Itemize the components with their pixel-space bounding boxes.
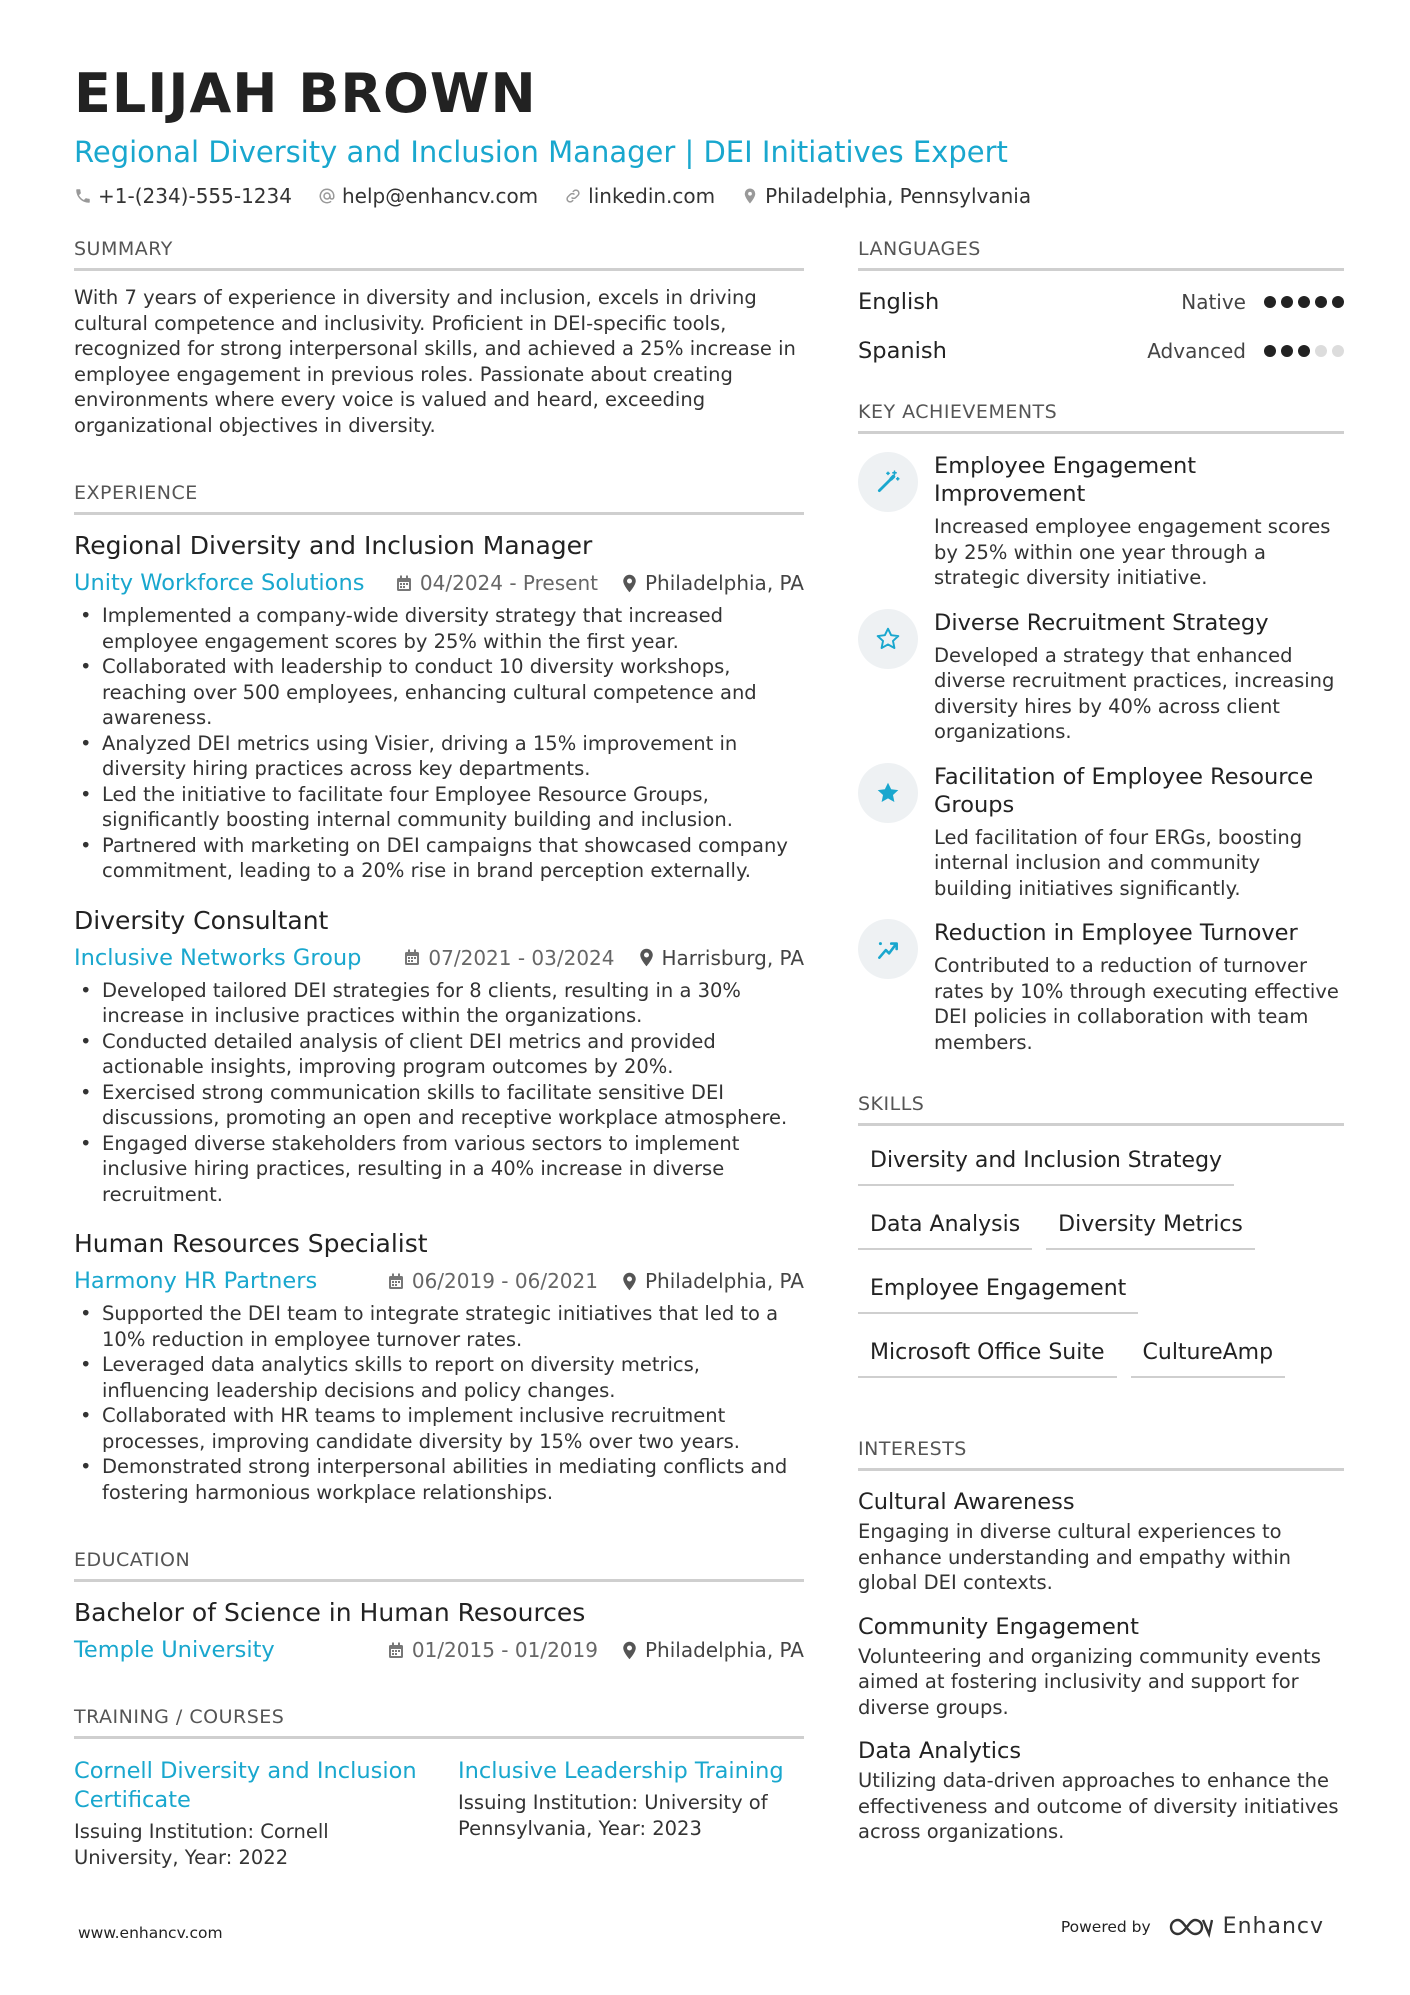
powered-by-text: Powered by (1060, 1917, 1151, 1936)
location-pin-icon (622, 574, 637, 593)
skills-heading: SKILLS (858, 1089, 1344, 1126)
languages-heading: LANGUAGES (858, 234, 1344, 271)
footer-website[interactable]: www.enhancv.com (78, 1924, 223, 1942)
star-filled-icon (858, 763, 918, 823)
experience-item (74, 529, 804, 884)
phone-icon (74, 187, 92, 205)
skill-tag: Diversity Metrics (1046, 1206, 1255, 1250)
summary-text: With 7 years of experience in diversity and inclusion, excels in driving cultural competence and inclusivity. Proficient in DEI-specific tools, recognized for strong interpersonal skills, and achieved a 25% increase in employee engagement in previous roles. Passionate about creating environments where every voice is valued and heard, exceeding organizational objectives in diversity. (74, 286, 796, 437)
proficiency-dot-empty (1332, 345, 1344, 357)
course-title: Inclusive Leadership Training (458, 1758, 784, 1784)
job-bullet: • Implemented a company-wide diversity strategy that increased employee engagement scores by 25% within the first year. (74, 603, 804, 654)
job-location (622, 571, 804, 595)
interest-desc: Engaging in diverse cultural experiences to enhance understanding and empathy within global DEI contexts. (858, 1520, 1291, 1594)
candidate-name: ELIJAH BROWN (74, 62, 537, 125)
job-dates (388, 1269, 598, 1293)
job-location (639, 946, 804, 970)
link-icon (564, 187, 582, 205)
location-text: Philadelphia, Pennsylvania (765, 184, 1032, 208)
achievement-body (934, 452, 1344, 591)
interest-item (858, 1487, 1344, 1596)
contact-location (741, 184, 1031, 208)
training-heading: TRAINING / COURSES (74, 1702, 804, 1739)
proficiency-dot-filled (1281, 296, 1293, 308)
star-outline-icon (858, 609, 918, 669)
job-bullets (74, 978, 804, 1208)
education-location (622, 1638, 804, 1662)
job-bullet: • Supported the DEI team to integrate strategic initiatives that led to a 10% reduction in employee turnover rates. (74, 1301, 804, 1352)
education-location-text: Philadelphia, PA (644, 1638, 804, 1662)
course-item (74, 1757, 420, 1870)
achievement-title: Facilitation of Employee Resource Groups (934, 763, 1314, 818)
summary-heading: SUMMARY (74, 234, 804, 271)
job-location-text: Philadelphia, PA (644, 571, 804, 595)
job-meta (74, 567, 804, 599)
right-column (858, 234, 1344, 1845)
candidate-headline: Regional Diversity and Inclusion Manager | DEI Initiatives Expert (74, 135, 1008, 169)
job-location-text: Harrisburg, PA (661, 945, 804, 970)
language-level: Native (1181, 289, 1246, 314)
proficiency-dot-filled (1264, 296, 1276, 308)
linkedin-text: linkedin.com (588, 184, 716, 208)
left-column (74, 234, 804, 1870)
company-name: Unity Workforce Solutions (74, 570, 365, 596)
job-bullet: • Partnered with marketing on DEI campaigns that showcased company commitment, leading to a 20% rise in brand perception externally. (74, 833, 804, 884)
company-name: Harmony HR Partners (74, 1268, 318, 1294)
achievement-item (858, 609, 1344, 745)
contact-email[interactable] (318, 184, 538, 208)
brand-text: Enhancv (1222, 1914, 1324, 1939)
school-name: Temple University (74, 1637, 275, 1663)
skill-tag: Diversity and Inclusion Strategy (858, 1142, 1234, 1186)
language-name: Spanish (858, 337, 947, 364)
experience-item (74, 904, 804, 1208)
achievement-title: Diverse Recruitment Strategy (934, 609, 1269, 636)
achievement-desc: Led facilitation of four ERGs, boosting internal inclusion and community building initiatives significantly. (934, 825, 1303, 900)
course-item (458, 1757, 804, 1870)
company-name: Inclusive Networks Group (74, 944, 362, 971)
job-bullet: • Exercised strong communication skills to facilitate sensitive DEI discussions, promoting an open and receptive workplace atmosphere. (74, 1080, 804, 1131)
job-bullet: • Analyzed DEI metrics using Visier, driving a 15% improvement in diversity hiring practices across key departments. (74, 731, 804, 782)
proficiency-dot-filled (1298, 296, 1310, 308)
interest-title: Community Engagement (858, 1613, 1139, 1640)
contact-linkedin[interactable] (564, 184, 715, 208)
proficiency-dot-empty (1315, 345, 1327, 357)
job-dates-text: 07/2021 - 03/2024 (428, 945, 615, 970)
education-dates-text: 01/2015 - 01/2019 (411, 1638, 598, 1662)
job-bullet: • Developed tailored DEI strategies for 8 clients, resulting in a 30% increase in inclusive practices within the organizations. (74, 978, 804, 1029)
achievement-desc: Contributed to a reduction of turnover rates by 10% through executing effective DEI policies in collaboration with team members. (934, 954, 1339, 1054)
enhancv-logo[interactable] (1167, 1914, 1324, 1939)
achievement-item (858, 763, 1344, 902)
proficiency-dot-filled (1298, 345, 1310, 357)
magic-wand-icon (858, 452, 918, 512)
achievement-body (934, 609, 1344, 745)
resume-header (74, 60, 1344, 208)
job-bullet: • Engaged diverse stakeholders from various sectors to implement inclusive hiring practices, resulting in a 40% increase in diverse recruitment. (74, 1131, 804, 1208)
interest-title: Data Analytics (858, 1738, 1022, 1764)
achievement-body (934, 919, 1344, 1055)
proficiency-dot-filled (1264, 345, 1276, 357)
job-bullet: • Leveraged data analytics skills to report on diversity metrics, influencing leadership decisions and policy changes. (74, 1352, 804, 1403)
achievement-item (858, 919, 1344, 1055)
education-item (74, 1596, 804, 1666)
skill-tag: Microsoft Office Suite (858, 1334, 1117, 1378)
job-meta-right (388, 1269, 804, 1293)
language-proficiency (1147, 339, 1344, 363)
job-dates (396, 571, 598, 595)
achievement-desc: Increased employee engagement scores by 25% within one year through a strategic diversity initiative. (934, 515, 1331, 589)
contact-bar (74, 184, 1344, 208)
proficiency-dot-filled (1332, 296, 1344, 308)
language-item (858, 326, 1344, 375)
proficiency-dots (1264, 345, 1344, 357)
achievement-title: Reduction in Employee Turnover (934, 920, 1298, 946)
at-sign-icon (318, 187, 336, 205)
job-dates-text: 06/2019 - 06/2021 (411, 1269, 598, 1293)
interest-title: Cultural Awareness (858, 1489, 1075, 1515)
job-location (622, 1269, 804, 1293)
location-pin-icon (622, 1272, 637, 1291)
language-proficiency (1181, 290, 1344, 314)
job-dates-text: 04/2024 - Present (419, 571, 598, 595)
job-title: Regional Diversity and Inclusion Manager (74, 531, 593, 560)
education-heading: EDUCATION (74, 1545, 804, 1582)
interest-desc: Utilizing data-driven approaches to enhance the effectiveness and outcome of diversity initiatives across organizations. (858, 1769, 1339, 1843)
job-meta (74, 942, 804, 974)
contact-phone[interactable] (74, 184, 292, 208)
courses-list (74, 1757, 804, 1870)
job-bullet: • Collaborated with leadership to conduct 10 diversity workshops, reaching over 500 employees, enhancing cultural competence and awareness. (74, 654, 804, 731)
job-bullet: • Collaborated with HR teams to implement inclusive recruitment processes, improving candidate diversity by 15% over two years. (74, 1403, 804, 1454)
phone-text: +1-(234)-555-1234 (98, 184, 292, 208)
location-pin-icon (741, 187, 759, 205)
skill-tag: Employee Engagement (858, 1270, 1138, 1314)
interests-heading: INTERESTS (858, 1434, 1344, 1471)
interest-desc: Volunteering and organizing community events aimed at fostering inclusivity and support for diverse groups. (858, 1644, 1321, 1719)
experience-heading: EXPERIENCE (74, 478, 804, 515)
degree-title: Bachelor of Science in Human Resources (74, 1598, 586, 1627)
language-level: Advanced (1147, 338, 1246, 363)
calendar-icon (396, 575, 412, 592)
job-bullets (74, 603, 804, 884)
job-meta (74, 1265, 804, 1297)
job-bullets (74, 1301, 804, 1505)
achievement-desc: Developed a strategy that enhanced diverse recruitment practices, increasing diversity hires by 40% across client organizations. (934, 643, 1335, 743)
education-dates (388, 1638, 598, 1662)
job-meta-right (396, 571, 804, 595)
enhancv-logo-icon (1167, 1915, 1213, 1939)
calendar-icon (388, 1273, 404, 1290)
job-meta-right (404, 946, 804, 970)
achievement-item (858, 452, 1344, 591)
skill-tag: Data Analysis (858, 1206, 1032, 1250)
achievement-title: Employee Engagement Improvement (934, 453, 1197, 507)
achievement-body (934, 763, 1344, 902)
proficiency-dots (1264, 296, 1344, 308)
location-pin-icon (622, 1641, 637, 1660)
skills-list (858, 1142, 1344, 1398)
job-location-text: Philadelphia, PA (644, 1269, 804, 1293)
course-desc: Issuing Institution: University of Pennsylvania, Year: 2023 (458, 1791, 768, 1840)
experience-item (74, 1227, 804, 1505)
calendar-icon (388, 1642, 404, 1659)
job-bullet: • Conducted detailed analysis of client DEI metrics and provided actionable insights, improving program outcomes by 20%. (74, 1029, 804, 1080)
job-bullet: • Led the initiative to facilitate four Employee Resource Groups, significantly boosting internal community building and inclusion. (74, 782, 804, 833)
footer-branding (1061, 1914, 1324, 1939)
interest-item (858, 1612, 1344, 1721)
course-title: Cornell Diversity and Inclusion Certificate (74, 1758, 417, 1813)
education-meta-right (388, 1638, 804, 1662)
job-title: Diversity Consultant (74, 905, 329, 935)
skill-tag: CultureAmp (1131, 1334, 1286, 1378)
language-name: English (858, 288, 940, 315)
languages-list (858, 277, 1344, 375)
course-desc: Issuing Institution: Cornell University, Year: 2022 (74, 1820, 329, 1869)
education-meta (74, 1634, 804, 1666)
achievements-heading: KEY ACHIEVEMENTS (858, 397, 1344, 434)
job-title: Human Resources Specialist (74, 1229, 428, 1258)
interest-item (858, 1736, 1344, 1845)
email-text: help@enhancv.com (341, 184, 539, 208)
proficiency-dot-filled (1315, 296, 1327, 308)
trend-arrow-icon (858, 919, 918, 979)
proficiency-dot-filled (1281, 345, 1293, 357)
job-dates (404, 946, 614, 970)
language-item (858, 277, 1344, 326)
calendar-icon (404, 949, 420, 966)
job-bullet: • Demonstrated strong interpersonal abilities in mediating conflicts and fostering harmonious workplace relationships. (74, 1454, 804, 1505)
location-pin-icon (639, 948, 654, 967)
